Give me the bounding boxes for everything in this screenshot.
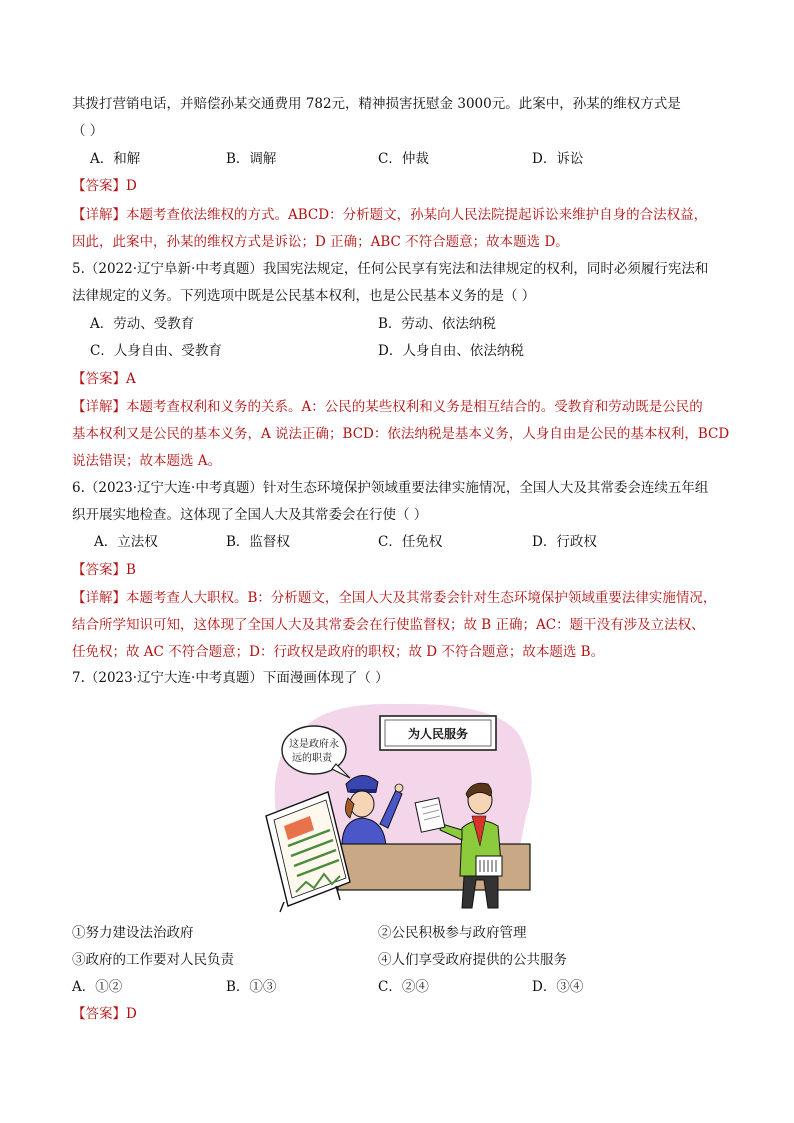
q7-statement-2: ②公民积极参与政府管理	[378, 925, 527, 941]
q4-answer-paren: （ ）	[72, 123, 104, 139]
q7-answer: 【答案】D	[72, 1006, 137, 1022]
q7-option-d: D．③④	[532, 979, 584, 995]
q4-option-c: C．仲裁	[378, 151, 429, 167]
q6-stem-line: 织开展实地检查。这体现了全国人大及其常委会在行使（ ）	[72, 507, 428, 523]
q7-statement-3: ③政府的工作要对人民负责	[72, 952, 234, 968]
q5-answer: 【答案】A	[72, 371, 136, 387]
q6-detail-line: 任免权；故 AC 不符合题意；D：行政权是政府的职权；故 D 不符合题意；故本题选 B。	[72, 644, 605, 660]
comic-sign-text: 为人民服务	[407, 727, 469, 741]
q4-answer: 【答案】D	[72, 178, 137, 194]
q6-detail-line: 结合所学知识可知，这体现了全国人大及其常委会在行使监督权；故 B 正确；AC：题干没有涉及立法权、	[72, 617, 705, 633]
q6-option-c: C．任免权	[378, 534, 443, 550]
q6-option-a: A．立法权	[94, 534, 158, 550]
q6-answer: 【答案】B	[72, 562, 136, 578]
q4-detail-line: 因此，此案中，孙某的维权方式是诉讼；D 正确；ABC 不符合题意；故本题选 D。	[72, 234, 569, 250]
q5-option-b: B．劳动、依法纳税	[378, 316, 496, 332]
q5-option-d: D．人身自由、依法纳税	[378, 343, 524, 359]
q5-detail-line: 基本权利又是公民的基本义务，A 说法正确；BCD：依法纳税是基本义务，人身自由是公民的基本权利，BCD	[72, 426, 730, 442]
comic-illustration	[258, 696, 538, 914]
q4-stem-line: 其拨打营销电话，并赔偿孙某交通费用 782元，精神损害抚慰金 3000元。此案中，孙某的维权方式是	[72, 96, 681, 112]
q5-detail-line: 说法错误；故本题选 A。	[72, 453, 222, 469]
q4-option-a: A．和解	[90, 151, 141, 167]
q6-detail-line: 【详解】本题考查人大职权。B：分析题文，全国人大及其常委会针对生态环境保护领域重要法律实施情况，	[72, 590, 717, 606]
q5-stem-line: 5.（2022·辽宁阜新·中考真题）我国宪法规定，任何公民享有宪法和法律规定的权利，同时必须履行宪法和	[72, 261, 709, 277]
q4-option-d: D．诉讼	[532, 151, 584, 167]
q5-detail-line: 【详解】本题考查权利和义务的关系。A：公民的某些权利和义务是相互结合的。受教育和劳动既是公民的	[72, 399, 703, 415]
q5-option-a: A．劳动、受教育	[90, 316, 195, 332]
q6-option-b: B．监督权	[226, 534, 290, 550]
comic-bubble-line: 远的职责	[292, 753, 332, 764]
q6-stem-line: 6.（2023·辽宁大连·中考真题）针对生态环境保护领域重要法律实施情况，全国人大及其常委会连续五年组	[72, 480, 709, 496]
q5-stem-line: 法律规定的义务。下列选项中既是公民基本权利，也是公民基本义务的是（ ）	[72, 288, 536, 304]
q7-option-c: C．②④	[378, 979, 429, 995]
q7-statement-4: ④人们享受政府提供的公共服务	[378, 952, 567, 968]
q7-option-b: B．①③	[226, 979, 277, 995]
q6-option-d: D．行政权	[532, 534, 597, 550]
q7-stem: 7.（2023·辽宁大连·中考真题）下面漫画体现了（ ）	[72, 670, 389, 686]
q4-option-b: B．调解	[226, 151, 277, 167]
comic-bubble-line: 这是政府永	[289, 739, 339, 750]
q7-option-a: A．①②	[72, 979, 123, 995]
q4-detail-line: 【详解】本题考查依法维权的方式。ABCD：分析题文，孙某向人民法院提起诉讼来维护自身的合法权益，	[72, 207, 708, 223]
q5-option-c: C．人身自由、受教育	[90, 343, 222, 359]
q7-statement-1: ①努力建设法治政府	[72, 925, 194, 941]
